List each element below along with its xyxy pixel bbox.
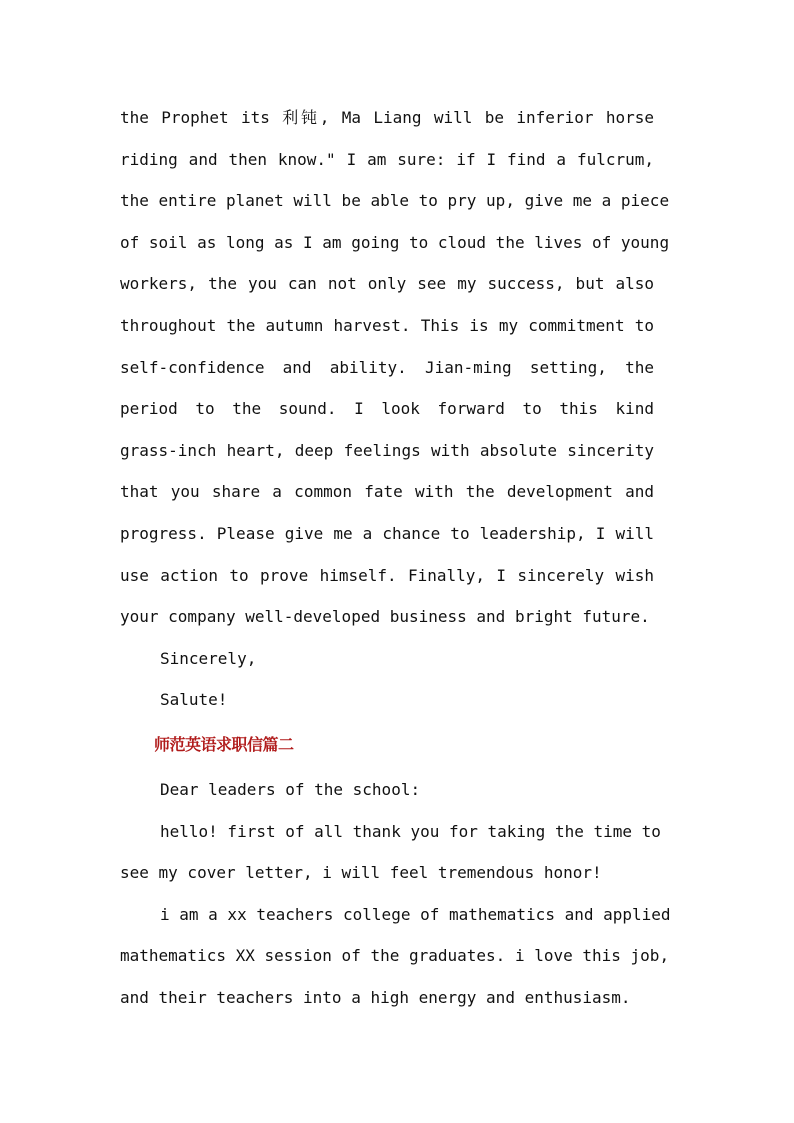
text-line: hello! first of all thank you for taking the time to (160, 821, 661, 841)
text-line: workers, the you can not only see my success, but also (120, 274, 654, 294)
text-line: the entire planet will be able to pry up, give me a piece (120, 191, 670, 211)
text-line: see my cover letter, i will feel tremendous honor! (120, 863, 602, 883)
text-line: your company well-developed business and bright future. (120, 607, 650, 627)
section-heading: 师范英语求职信篇二 (154, 734, 294, 754)
paragraph-3 (120, 894, 671, 1019)
text-line: grass-inch heart, deep feelings with absolute sincerity (120, 440, 654, 460)
text-line: mathematics XX session of the graduates. i love this job, (120, 946, 670, 966)
text-line: the Prophet its 利钝, Ma Liang will be inferior horse (120, 108, 654, 127)
paragraph-2 (120, 811, 661, 894)
letter-body (120, 97, 671, 1018)
text-line: progress. Please give me a chance to leadership, I will (120, 523, 654, 543)
paragraph-1 (120, 97, 670, 638)
text-line: use action to prove himself. Finally, I sincerely wish (120, 565, 654, 585)
text-line: that you share a common fate with the development and (120, 482, 654, 502)
text-line: period to the sound. I look forward to this kind (120, 399, 654, 419)
text-line: and their teachers into a high energy and enthusiasm. (120, 987, 631, 1007)
salutation: Dear leaders of the school: (160, 779, 421, 799)
salute: Salute! (160, 690, 228, 710)
text-line: of soil as long as I am going to cloud the lives of young (120, 232, 670, 252)
text-line: riding and then know." I am sure: if I find a fulcrum, (120, 149, 654, 169)
text-line: i am a xx teachers college of mathematics and applied (160, 904, 671, 924)
closing: Sincerely, (160, 648, 257, 668)
text-line: self-confidence and ability. Jian-ming setting, the (120, 357, 654, 377)
text-line: throughout the autumn harvest. This is my commitment to (120, 315, 654, 335)
